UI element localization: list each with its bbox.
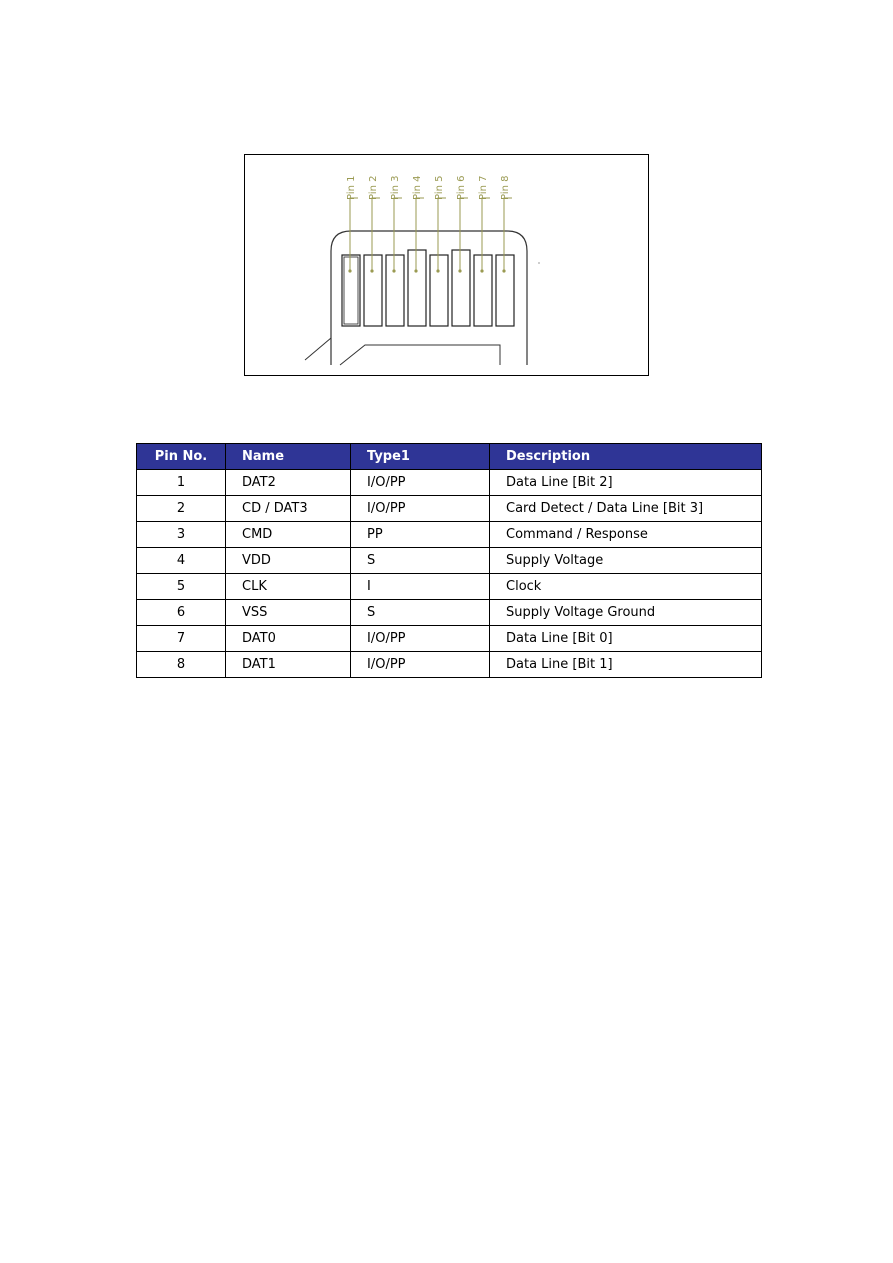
table-row — [137, 496, 762, 522]
pin-label: Pin 1 — [346, 175, 357, 200]
pin-contact — [364, 255, 382, 326]
cell-description: Supply Voltage Ground — [490, 600, 762, 626]
pin-dot — [370, 269, 373, 272]
header-name: Name — [226, 444, 351, 470]
cell-pin-no: 6 — [137, 600, 226, 626]
pin-label: Pin 7 — [478, 175, 489, 200]
cell-description: Supply Voltage — [490, 548, 762, 574]
cell-name: VSS — [226, 600, 351, 626]
pin-dot — [480, 269, 483, 272]
cell-pin-no: 8 — [137, 652, 226, 678]
header-type: Type1 — [351, 444, 490, 470]
cell-description: Clock — [490, 574, 762, 600]
pin-label: Pin 8 — [500, 175, 511, 200]
table-row — [137, 522, 762, 548]
table-row — [137, 626, 762, 652]
cell-name: DAT1 — [226, 652, 351, 678]
cell-name: DAT2 — [226, 470, 351, 496]
pin-dot — [392, 269, 395, 272]
stray-dot — [538, 262, 539, 263]
pin-contact — [386, 255, 404, 326]
cell-name: CMD — [226, 522, 351, 548]
table-row — [137, 548, 762, 574]
pin-dot — [502, 269, 505, 272]
pin-contact — [430, 255, 448, 326]
cell-pin-no: 5 — [137, 574, 226, 600]
cell-type: S — [351, 548, 490, 574]
cell-description: Data Line [Bit 2] — [490, 470, 762, 496]
cell-pin-no: 1 — [137, 470, 226, 496]
cell-type: I — [351, 574, 490, 600]
table-row — [137, 470, 762, 496]
cell-name: VDD — [226, 548, 351, 574]
pin-label: Pin 5 — [434, 175, 445, 200]
cell-type: I/O/PP — [351, 652, 490, 678]
pin-contact — [342, 255, 360, 326]
pin-contact — [496, 255, 514, 326]
pin-dot — [436, 269, 439, 272]
table-row — [137, 652, 762, 678]
table-row — [137, 574, 762, 600]
cell-pin-no: 7 — [137, 626, 226, 652]
pin-dot — [348, 269, 351, 272]
pin-label: Pin 4 — [412, 175, 423, 200]
cell-description: Data Line [Bit 0] — [490, 626, 762, 652]
card-inner-edge — [340, 345, 500, 365]
pin-label: Pin 2 — [368, 175, 379, 200]
pin-contact — [408, 250, 426, 326]
cell-name: CD / DAT3 — [226, 496, 351, 522]
sd-card-drawing — [245, 155, 648, 375]
cell-type: I/O/PP — [351, 496, 490, 522]
card-bottom-edge — [305, 338, 331, 360]
pin-dot — [458, 269, 461, 272]
cell-pin-no: 2 — [137, 496, 226, 522]
pin-label: Pin 6 — [456, 175, 467, 200]
cell-description: Card Detect / Data Line [Bit 3] — [490, 496, 762, 522]
pin-dot — [414, 269, 417, 272]
pin-label: Pin 3 — [390, 175, 401, 200]
pin-contact — [452, 250, 470, 326]
cell-description: Data Line [Bit 1] — [490, 652, 762, 678]
cell-type: S — [351, 600, 490, 626]
sd-card-pinout-figure — [244, 154, 649, 376]
table-header-row — [137, 444, 762, 470]
cell-type: PP — [351, 522, 490, 548]
cell-type: I/O/PP — [351, 470, 490, 496]
cell-type: I/O/PP — [351, 626, 490, 652]
pin-contact — [474, 255, 492, 326]
cell-pin-no: 4 — [137, 548, 226, 574]
cell-name: DAT0 — [226, 626, 351, 652]
cell-pin-no: 3 — [137, 522, 226, 548]
header-pin-no: Pin No. — [137, 444, 226, 470]
cell-description: Command / Response — [490, 522, 762, 548]
cell-name: CLK — [226, 574, 351, 600]
pin-table — [136, 443, 762, 678]
table-row — [137, 600, 762, 626]
header-description: Description — [490, 444, 762, 470]
